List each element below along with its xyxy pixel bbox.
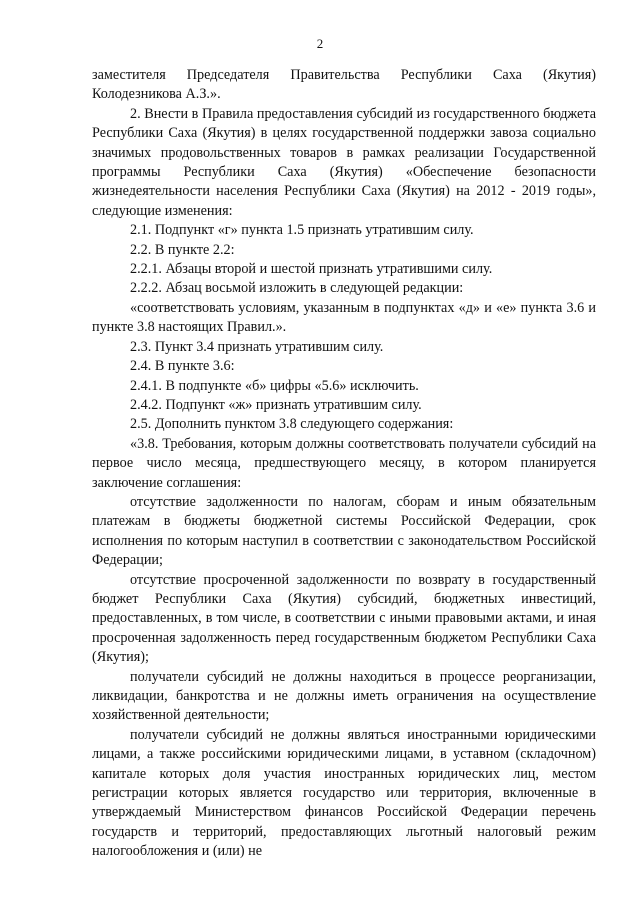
paragraph-item-2-4-1: 2.4.1. В подпункте «б» цифры «5.6» исключить. [130,377,419,394]
paragraph-item-2-4: 2.4. В пункте 3.6: [130,358,235,375]
paragraph-requirement-4: получатели субсидий не должны являться иностранными юридическими лицами, а также российскими юридическими лицами, в уставном (складочном) капитале которых доля участия иностранных юридических лиц, местом регистрации которых является государство или территория, включенные в утверждаемый Министерством финансов Российской Федерации перечень государств и территорий, предоставляющих льготный налоговый режим налогообложения и (или) не [92,726,596,860]
paragraph-requirement-2: отсутствие просроченной задолженности по возврату в государственный бюджет Республики Саха (Якутия) субсидий, бюджетных инвестиций, предоставленных, в том числе, в соответствии с иными правовыми актами, и иная просроченная задолженность перед государственным бюджетом Республики Саха (Якутия); [92,571,596,666]
paragraph-item-2-2: 2.2. В пункте 2.2: [130,241,235,258]
paragraph-item-2: 2. Внести в Правила предоставления субсидий из государственного бюджета Республики Саха (Якутия) в целях государственной поддержки завоза социально значимых продовольственных товаров в рамках реализации Государственной программы Республики Саха (Якутия) «Обеспечение безопасности жизнедеятельности населения Республики Саха (Якутия) на 2012 - 2019 годы», следующие изменения: [92,105,596,219]
paragraph-requirement-1: отсутствие задолженности по налогам, сборам и иным обязательным платежам в бюджеты бюджетной системы Российской Федерации, срок исполнения по которым наступил в соответствии с законодательством Российской Федерации; [92,493,596,569]
paragraph-requirement-3: получатели субсидий не должны находиться в процессе реорганизации, ликвидации, банкротства и не должны иметь ограничения на осуществление хозяйственной деятельности; [92,668,596,724]
paragraph-item-2-4-2: 2.4.2. Подпункт «ж» признать утратившим силу. [130,396,422,413]
paragraph-item-3-8: «3.8. Требования, которым должны соответствовать получатели субсидий на первое число месяца, предшествующего месяцу, в котором планируется заключение соглашения: [92,435,596,491]
paragraph-item-2-3: 2.3. Пункт 3.4 признать утратившим силу. [130,338,384,355]
page-number: 2 [316,36,324,51]
paragraph-item-2-5: 2.5. Дополнить пунктом 3.8 следующего содержания: [130,416,454,433]
paragraph-item-2-2-1: 2.2.1. Абзацы второй и шестой признать утратившими силу. [130,261,493,278]
paragraph-continuation: заместителя Председателя Правительства Республики Саха (Якутия) Колодезникова А.З.». [92,67,596,103]
document-body [92,66,596,862]
paragraph-item-2-1: 2.1. Подпункт «г» пункта 1.5 признать утратившим силу. [130,222,474,239]
paragraph-quoted-edition: «соответствовать условиям, указанным в подпунктах «д» и «е» пункта 3.6 и пункте 3.8 настоящих Правил.». [92,299,596,336]
paragraph-item-2-2-2: 2.2.2. Абзац восьмой изложить в следующей редакции: [130,280,464,297]
